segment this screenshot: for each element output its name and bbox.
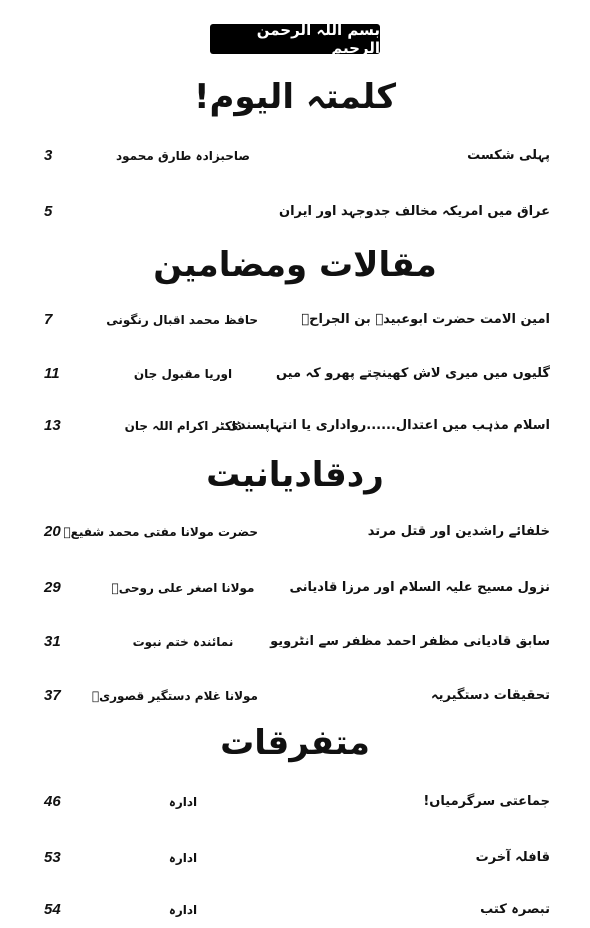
entry-page-number: 13 <box>44 417 61 434</box>
entry-author: اوریا مقبول جان <box>133 367 233 381</box>
entry-title: قافلہ آخرت <box>475 850 550 865</box>
entry-page-number: 29 <box>44 579 61 596</box>
entry-page-number: 20 <box>44 523 61 540</box>
entry-author: مولانا غلام دستگیر قصوریؒ <box>91 689 258 703</box>
toc-entry <box>0 896 590 924</box>
toc-entry <box>0 198 590 226</box>
toc-entry <box>0 518 590 546</box>
section-title-mutafarriqat: متفرقات <box>220 723 370 763</box>
section-title-maqalat: مقالات ومضامین <box>153 245 437 285</box>
entry-title: گلیوں میں میری لاش کھینچتے پھرو کہ میں <box>275 366 550 381</box>
entry-title: اسلام مذہب میں اعتدال......رواداری یا انتہاپسندی <box>226 418 550 433</box>
section-title-radd-e-qadianiat: ردقادیانیت <box>206 455 384 495</box>
entry-author: نمائندہ ختم نبوت <box>132 635 234 649</box>
toc-entry <box>0 306 590 334</box>
entry-page-number: 54 <box>44 901 61 918</box>
entry-page-number: 46 <box>44 793 61 810</box>
entry-title: خلفائے راشدین اور قتل مرتد <box>367 524 550 539</box>
entry-title: نزول مسیح علیہ السلام اور مرزا قادیانی <box>289 580 550 595</box>
entry-page-number: 31 <box>44 633 61 650</box>
toc-entry <box>0 142 590 170</box>
entry-author: حضرت مولانا مفتی محمد شفیعؒ <box>63 525 258 539</box>
toc-entry <box>0 574 590 602</box>
entry-title: پہلی شکست <box>467 148 550 163</box>
entry-page-number: 37 <box>44 687 61 704</box>
entry-author: صاحبزادہ طارق محمود <box>115 149 251 163</box>
entry-page-number: 11 <box>44 365 60 382</box>
toc-entry <box>0 412 590 440</box>
entry-title: امین الامت حضرت ابوعبیدہ بن الجراحؓ <box>301 312 550 327</box>
entry-title: تحقیقات دستگیریہ <box>431 688 550 703</box>
entry-author: حافظ محمد اقبال رنگونی <box>106 313 258 327</box>
entry-title: جماعتی سرگرمیاں! <box>423 794 550 809</box>
entry-author: ادارہ <box>168 903 198 917</box>
toc-entry <box>0 788 590 816</box>
entry-title: تبصرہ کتب <box>480 902 550 917</box>
entry-page-number: 7 <box>44 311 53 328</box>
entry-author: ادارہ <box>168 795 198 809</box>
entry-title: عراق میں امریکہ مخالف جدوجہد اور ایران <box>278 204 550 219</box>
entry-author: ڈاکٹر اکرام اللہ جان <box>124 419 242 433</box>
toc-entry <box>0 682 590 710</box>
toc-entry <box>0 844 590 872</box>
entry-page-number: 3 <box>44 147 53 164</box>
entry-author: مولانا اصغر علی روحیؒ <box>111 581 255 595</box>
entry-author: ادارہ <box>168 851 198 865</box>
section-title-kalimatul-yaum: کلمتہ الیوم! <box>193 77 397 117</box>
toc-entry <box>0 628 590 656</box>
entry-title: سابق قادیانی مظفر احمد مظفر سے انٹرویو <box>270 634 550 649</box>
entry-page-number: 5 <box>44 203 53 220</box>
bismillah-banner: بسم اللہ الرحمن الرحیم <box>210 24 380 54</box>
entry-page-number: 53 <box>44 849 61 866</box>
toc-entry <box>0 360 590 388</box>
